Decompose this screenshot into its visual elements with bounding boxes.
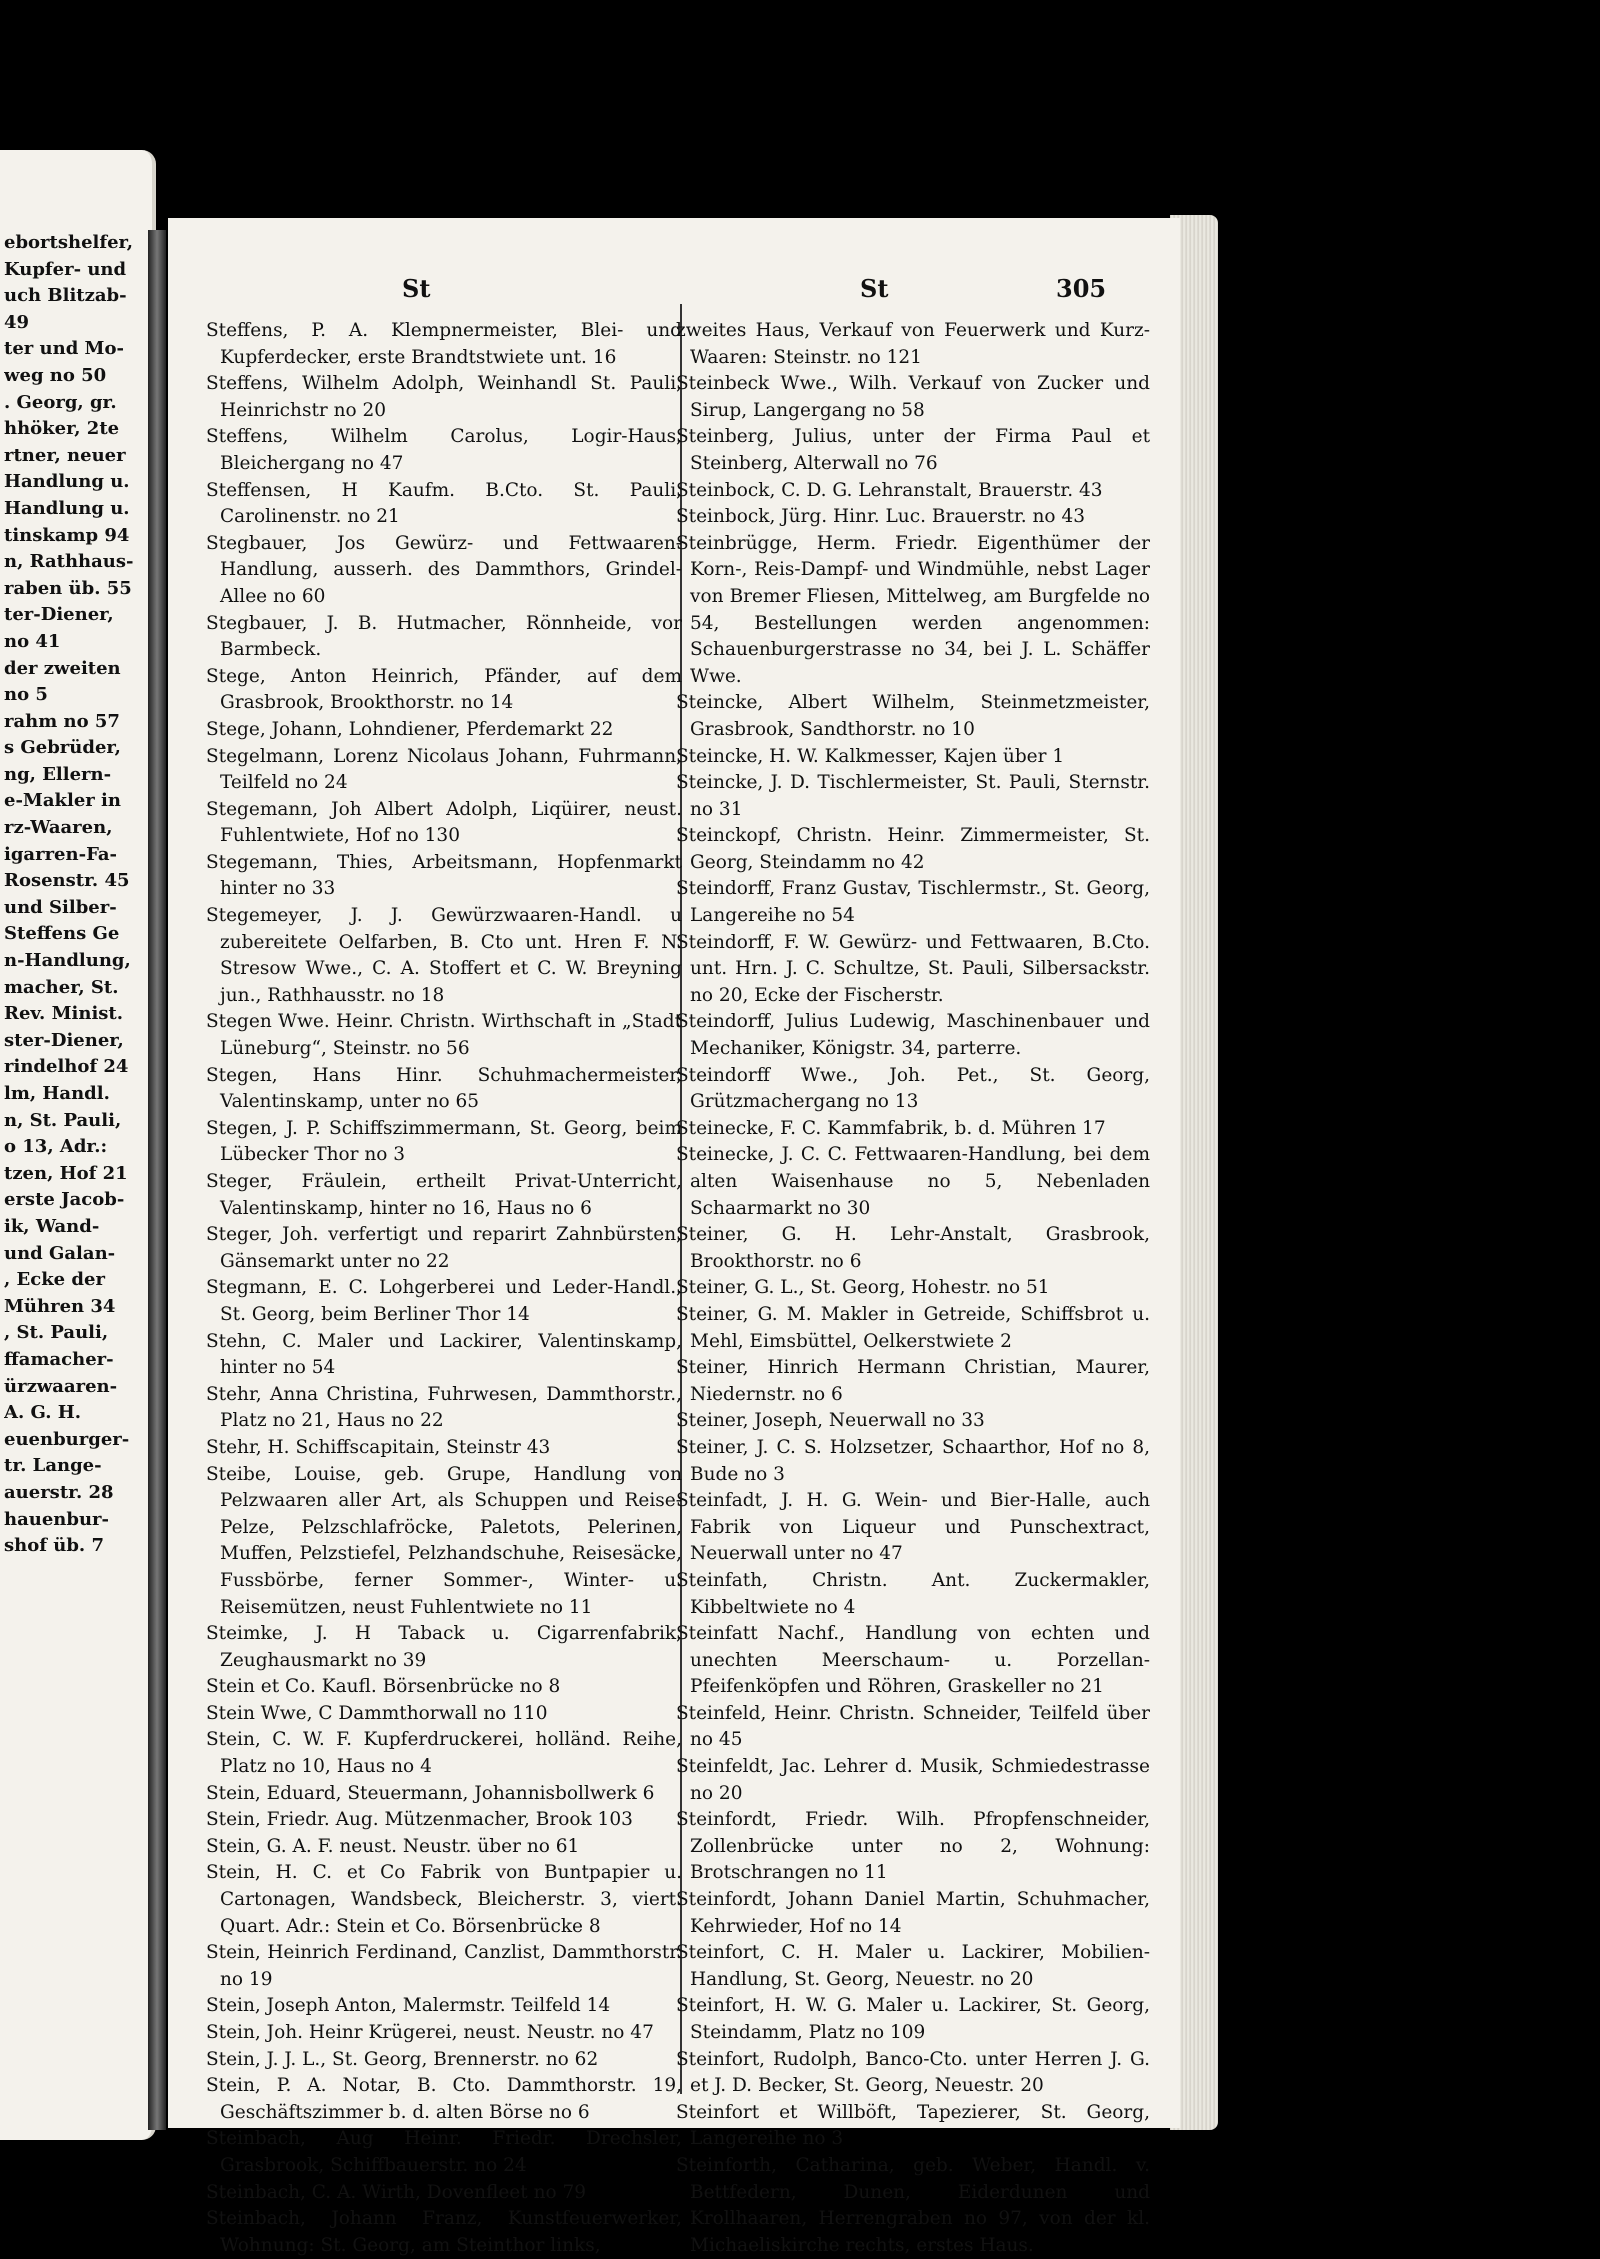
directory-entry: Stege, Anton Heinrich, Pfänder, auf dem Grasbrook, Brookthorstr. no 14 xyxy=(206,665,682,714)
directory-entry: Steffens, P. A. Klempnermeister, Blei- und Kupferdecker, erste Brandtstwiete unt. 16 xyxy=(206,320,682,368)
directory-entry: Steincke, Albert Wilhelm, Steinmetzmeister, Grasbrook, Sandthorstr. no 10 xyxy=(676,692,1150,740)
directory-entry: Stege, Johann, Lohndiener, Pferdemarkt 22 xyxy=(206,718,614,740)
fragment-line: Rev. Minist. xyxy=(4,1003,123,1025)
fragment-line: ter und Mo- xyxy=(4,338,124,360)
directory-entry: Stegen, Hans Hinr. Schuhmachermeister, Valentinskamp, unter no 65 xyxy=(206,1064,682,1113)
fragment-line: hauenbur- xyxy=(4,1508,110,1530)
directory-entry: Steinforth, Catharina, geb. Weber, Handl. v. Bettfedern, Dunen, Eiderdunen und Krollhaaren, Herrengraben no 97, von der kl. Michaeliskirche rechts, erstes Haus. xyxy=(676,2154,1150,2256)
directory-entry: Steffens, Wilhelm Adolph, Weinhandl St. Pauli, Heinrichstr no 20 xyxy=(206,373,682,421)
fragment-line: n, Rathhaus- xyxy=(4,551,134,573)
book-gutter xyxy=(148,230,166,2130)
directory-entry: Stegemann, Joh Albert Adolph, Liqüirer, neust. Fuhlentwiete, Hof no 130 xyxy=(206,798,682,847)
fragment-line: rahm no 57 xyxy=(4,710,120,732)
directory-entry: Stehr, H. Schiffscapitain, Steinstr 43 xyxy=(206,1436,551,1458)
fragment-line: und Silber- xyxy=(4,896,117,918)
fragment-line: ürzwaaren- xyxy=(4,1375,118,1397)
directory-entry: Steinbock, Jürg. Hinr. Luc. Brauerstr. no 43 xyxy=(676,506,1085,528)
fragment-line: ng, Ellern- xyxy=(4,763,112,785)
fragment-line: s Gebrüder, xyxy=(4,737,121,759)
fragment-line: Mühren 34 xyxy=(4,1295,116,1317)
directory-entry: Stein, Joh. Heinr Krügerei, neust. Neustr. no 47 xyxy=(206,2022,654,2043)
directory-entry: Stegen Wwe. Heinr. Christn. Wirthschaft in „Stadt Lüneburg“, Steinstr. no 56 xyxy=(206,1011,682,1060)
fragment-line: rindelhof 24 xyxy=(4,1056,129,1078)
fragment-line: lm, Handl. xyxy=(4,1083,110,1104)
directory-entry: Steinecke, J. C. C. Fettwaaren-Handlung, bei dem alten Waisenhause no 5, Nebenladen Schaarmarkt no 30 xyxy=(676,1144,1150,1219)
directory-entry: Stein, J. J. L., St. Georg, Brennerstr. no 62 xyxy=(206,2048,599,2070)
directory-entry: Steinfort et Willböft, Tapezierer, St. Georg, Langereihe no 3 xyxy=(676,2101,1150,2150)
directory-entry: Stein et Co. Kaufl. Börsenbrücke no 8 xyxy=(206,1676,561,1698)
directory-entry: Stegbauer, Jos Gewürz- und Fettwaaren-Handlung, ausserh. des Dammthors, Grindel-Allee no 60 xyxy=(206,532,682,607)
fragment-line: . Georg, gr. xyxy=(4,391,117,413)
directory-entry: Stegemeyer, J. J. Gewürzwaaren-Handl. u zubereitete Oelfarben, B. Cto unt. Hren F. N. Stresow Wwe., C. A. Stoffert et C. W. Breyning jun., Rathhausstr. no 18 xyxy=(206,905,682,1006)
directory-entry: Stegen, J. P. Schiffszimmermann, St. Georg, beim Lübecker Thor no 3 xyxy=(206,1117,682,1166)
directory-entry: Steinfort, C. H. Maler u. Lackirer, Mobilien-Handlung, St. Georg, Neuestr. no 20 xyxy=(676,1942,1150,1990)
directory-entry: Stein, P. A. Notar, B. Cto. Dammthorstr. 19, Geschäftszimmer b. d. alten Börse no 6 xyxy=(206,2075,682,2123)
directory-entry: Steinfordt, Friedr. Wilh. Pfropfenschneider, Zollenbrücke unter no 2, Wohnung: Brotschrangen no 11 xyxy=(676,1809,1150,1884)
directory-entry: Steiner, G. M. Makler in Getreide, Schiffsbrot u. Mehl, Eimsbüttel, Oelkerstwiete 2 xyxy=(676,1303,1150,1352)
directory-entry: Stein, Friedr. Aug. Mützenmacher, Brook 103 xyxy=(206,1809,633,1831)
directory-entry: Steiner, G. L., St. Georg, Hohestr. no 51 xyxy=(676,1277,1050,1299)
directory-entry: Steiner, J. C. S. Holzsetzer, Schaarthor, Hof no 8, Bude no 3 xyxy=(676,1436,1150,1485)
fragment-line: erste Jacob- xyxy=(4,1189,125,1211)
fragment-line: no 5 xyxy=(4,684,48,706)
directory-entry: Steffens, Wilhelm Carolus, Logir-Haus, Bleichergang no 47 xyxy=(206,426,682,474)
directory-entry: Steinbock, C. D. G. Lehranstalt, Brauerstr. 43 xyxy=(676,479,1103,501)
fragment-line: raben üb. 55 xyxy=(4,577,132,599)
directory-entry: Stein, Heinrich Ferdinand, Canzlist, Dammthorstr. no 19 xyxy=(206,1942,682,1990)
fragment-line: euenburger- xyxy=(4,1428,130,1450)
directory-entry: Steincke, H. W. Kalkmesser, Kajen über 1 xyxy=(676,745,1065,767)
fragment-line: Rosenstr. 45 xyxy=(4,870,130,892)
directory-entry: Steinberg, Julius, unter der Firma Paul et Steinberg, Alterwall no 76 xyxy=(676,426,1150,474)
fragment-line: Kupfer- und xyxy=(4,258,127,280)
directory-entry: Steinbach, Johann Franz, Kunstfeuerwerker, Wohnung: St. Georg, am Steinthor links, xyxy=(206,2208,682,2256)
directory-entry: Steindorff, Franz Gustav, Tischlermstr., St. Georg, Langereihe no 54 xyxy=(676,878,1150,927)
fragment-line: der zweiten xyxy=(4,657,121,679)
fragment-line: ik, Wand- xyxy=(4,1215,100,1237)
fragment-line: ster-Diener, xyxy=(4,1029,124,1051)
directory-entry: Steibe, Louise, geb. Grupe, Handlung von Pelzwaaren aller Art, als Schuppen und Reise-Pelze, Pelzschlafröcke, Paletots, Pelerinen, Muffen, Pelzstiefel, Pelzhandschuhe, Reisesäcke, Fussbörbe, ferner Sommer-, Winter- u. Reisemützen, neust Fuhlentwiete no 11 xyxy=(206,1463,682,1618)
fragment-line: tzen, Hof 21 xyxy=(4,1162,128,1184)
directory-entry: Steinbach, Aug Heinr. Friedr. Drechsler, Grasbrook, Schiffbauerstr. no 24 xyxy=(206,2128,682,2176)
directory-entry: Steinbrügge, Herm. Friedr. Eigenthümer der Korn-, Reis-Dampf- und Windmühle, nebst Lager von Bremer Fliesen, Mittelweg, am Burgfelde no 54, Bestellungen werden angenommen: Schauenburgerstrasse no 34, bei J. L. Schäffer Wwe. xyxy=(676,532,1150,687)
directory-entry: Steinfort, Rudolph, Banco-Cto. unter Herren J. G. et J. D. Becker, St. Georg, Neuestr. 20 xyxy=(676,2048,1150,2097)
directory-entry: Steiner, G. H. Lehr-Anstalt, Grasbrook, Brookthorstr. no 6 xyxy=(676,1224,1150,1272)
directory-entry: Stegmann, E. C. Lohgerberei und Leder-Handl., St. Georg, beim Berliner Thor 14 xyxy=(206,1277,682,1325)
directory-entry: Steimke, J. H Taback u. Cigarrenfabrik, Zeughausmarkt no 39 xyxy=(206,1623,682,1671)
left-column xyxy=(206,318,682,2259)
fragment-line: tr. Lange- xyxy=(4,1455,102,1477)
fragment-line: n, St. Pauli, xyxy=(4,1109,122,1131)
directory-entry: Steinfadt, J. H. G. Wein- und Bier-Halle, auch Fabrik von Liqueur und Punschextract, Neuerwall unter no 47 xyxy=(676,1490,1150,1565)
page-number: 305 xyxy=(1056,274,1107,303)
fragment-line: no 41 xyxy=(4,630,61,652)
fragment-line: rtner, neuer xyxy=(4,444,126,466)
main-page xyxy=(168,218,1180,2256)
directory-entry: Stein, H. C. et Co Fabrik von Buntpapier u. Cartonagen, Wandsbeck, Bleicherstr. 3, viert. Quart. Adr.: Stein et Co. Börsenbrücke 8 xyxy=(206,1862,682,1937)
directory-entry: Steinfeld, Heinr. Christn. Schneider, Teilfeld über no 45 xyxy=(676,1702,1150,1751)
directory-entry: Steinfatt Nachf., Handlung von echten und unechten Meerschaum- u. Porzellan-Pfeifenköpfen und Röhren, Graskeller no 21 xyxy=(676,1623,1150,1698)
right-column xyxy=(676,318,1150,2259)
directory-entry: Stein, G. A. F. neust. Neustr. über no 61 xyxy=(206,1835,580,1857)
fragment-line: , St. Pauli, xyxy=(4,1322,109,1344)
fragment-line: auerstr. 28 xyxy=(4,1481,114,1503)
fragment-line: o 13, Adr.: xyxy=(4,1136,108,1158)
left-page-fragments xyxy=(4,230,150,1560)
directory-entry: Steger, Joh. verfertigt und reparirt Zahnbürsten, Gänsemarkt unter no 22 xyxy=(206,1224,682,1272)
fragment-line: Steffens Ge xyxy=(4,923,120,945)
fragment-line: igarren-Fa- xyxy=(4,843,117,865)
fragment-line: e-Makler in xyxy=(4,790,121,812)
fragment-line: ter-Diener, xyxy=(4,604,114,626)
directory-entry: Stegbauer, J. B. Hutmacher, Rönnheide, vor Barmbeck. xyxy=(206,612,682,661)
directory-entry: Steffensen, H Kaufm. B.Cto. St. Pauli, Carolinenstr. no 21 xyxy=(206,479,682,528)
directory-entry: Stehr, Anna Christina, Fuhrwesen, Dammthorstr., Platz no 21, Haus no 22 xyxy=(206,1383,682,1432)
directory-entry: Steinbeck Wwe., Wilh. Verkauf von Zucker und Sirup, Langergang no 58 xyxy=(676,373,1150,421)
directory-entry: Steinfort, H. W. G. Maler u. Lackirer, St. Georg, Steindamm, Platz no 109 xyxy=(676,1995,1150,2043)
directory-entry: Stein, Eduard, Steuermann, Johannisbollwerk 6 xyxy=(206,1782,655,1804)
fragment-line: A. G. H. xyxy=(4,1402,82,1424)
directory-entry: Steiner, Joseph, Neuerwall no 33 xyxy=(676,1410,985,1432)
directory-entry: Steindorff Wwe., Joh. Pet., St. Georg, Grützmachergang no 13 xyxy=(676,1064,1150,1113)
fragment-line: rz-Waaren, xyxy=(4,817,113,839)
fragment-line: n-Handlung, xyxy=(4,950,131,972)
directory-entry: Steinfordt, Johann Daniel Martin, Schuhmacher, Kehrwieder, Hof no 14 xyxy=(676,1889,1150,1937)
left-page xyxy=(0,150,156,2140)
directory-entry: Stein, C. W. F. Kupferdruckerei, holländ. Reihe, Platz no 10, Haus no 4 xyxy=(206,1729,682,1778)
fragment-line: weg no 50 xyxy=(4,364,107,386)
directory-entry: zweites Haus, Verkauf von Feuerwerk und Kurz-Waaren: Steinstr. no 121 xyxy=(676,320,1150,368)
directory-entry: Steinckopf, Christn. Heinr. Zimmermeister, St. Georg, Steindamm no 42 xyxy=(676,825,1150,873)
directory-entry: Steger, Fräulein, ertheilt Privat-Unterricht, Valentinskamp, hinter no 16, Haus no 6 xyxy=(206,1171,682,1219)
header-left: St xyxy=(402,274,431,303)
directory-entry: Steindorff, F. W. Gewürz- und Fettwaaren, B.Cto. unt. Hrn. J. C. Schultze, St. Pauli, Silbersackstr. no 20, Ecke der Fischerstr. xyxy=(676,931,1150,1006)
fragment-line: Handlung u. xyxy=(4,471,130,493)
directory-entry: Steinfeldt, Jac. Lehrer d. Musik, Schmiedestrasse no 20 xyxy=(676,1756,1150,1804)
fragment-line: und Galan- xyxy=(4,1242,116,1264)
directory-entry: Steindorff, Julius Ludewig, Maschinenbauer und Mechaniker, Königstr. 34, parterre. xyxy=(676,1011,1150,1060)
directory-entry: Stehn, C. Maler und Lackirer, Valentinskamp, hinter no 54 xyxy=(206,1330,682,1379)
directory-entry: Steinecke, F. C. Kammfabrik, b. d. Mühren 17 xyxy=(676,1117,1106,1139)
header-right: St xyxy=(860,274,889,303)
directory-entry: Stegemann, Thies, Arbeitsmann, Hopfenmarkt hinter no 33 xyxy=(206,851,682,900)
directory-entry: Steinfath, Christn. Ant. Zuckermakler, Kibbeltwiete no 4 xyxy=(676,1569,1150,1618)
fragment-line: Handlung u. xyxy=(4,497,130,519)
fragment-line: 49 xyxy=(4,311,30,333)
fragment-line: shof üb. 7 xyxy=(4,1535,104,1557)
fragment-line: hhöker, 2te xyxy=(4,418,120,440)
fragment-line: uch Blitzab- xyxy=(4,285,127,307)
directory-entry: Stegelmann, Lorenz Nicolaus Johann, Fuhrmann, Teilfeld no 24 xyxy=(206,745,682,794)
directory-entry: Stein Wwe, C Dammthorwall no 110 xyxy=(206,1702,548,1724)
directory-entry: Steiner, Hinrich Hermann Christian, Maurer, Niedernstr. no 6 xyxy=(676,1357,1150,1405)
fragment-line: ebortshelfer, xyxy=(4,232,133,253)
directory-entry: Steincke, J. D. Tischlermeister, St. Pauli, Sternstr. no 31 xyxy=(676,772,1150,820)
directory-entry: Steinbach, C. A. Wirth, Dovenfleet no 79 xyxy=(206,2181,587,2203)
directory-entry: Stein, Joseph Anton, Malermstr. Teilfeld 14 xyxy=(206,1995,611,2017)
fragment-line: , Ecke der xyxy=(4,1269,105,1291)
fragment-line: ffamacher- xyxy=(4,1348,114,1370)
fragment-line: macher, St. xyxy=(4,976,119,998)
fragment-line: tinskamp 94 xyxy=(4,524,130,546)
